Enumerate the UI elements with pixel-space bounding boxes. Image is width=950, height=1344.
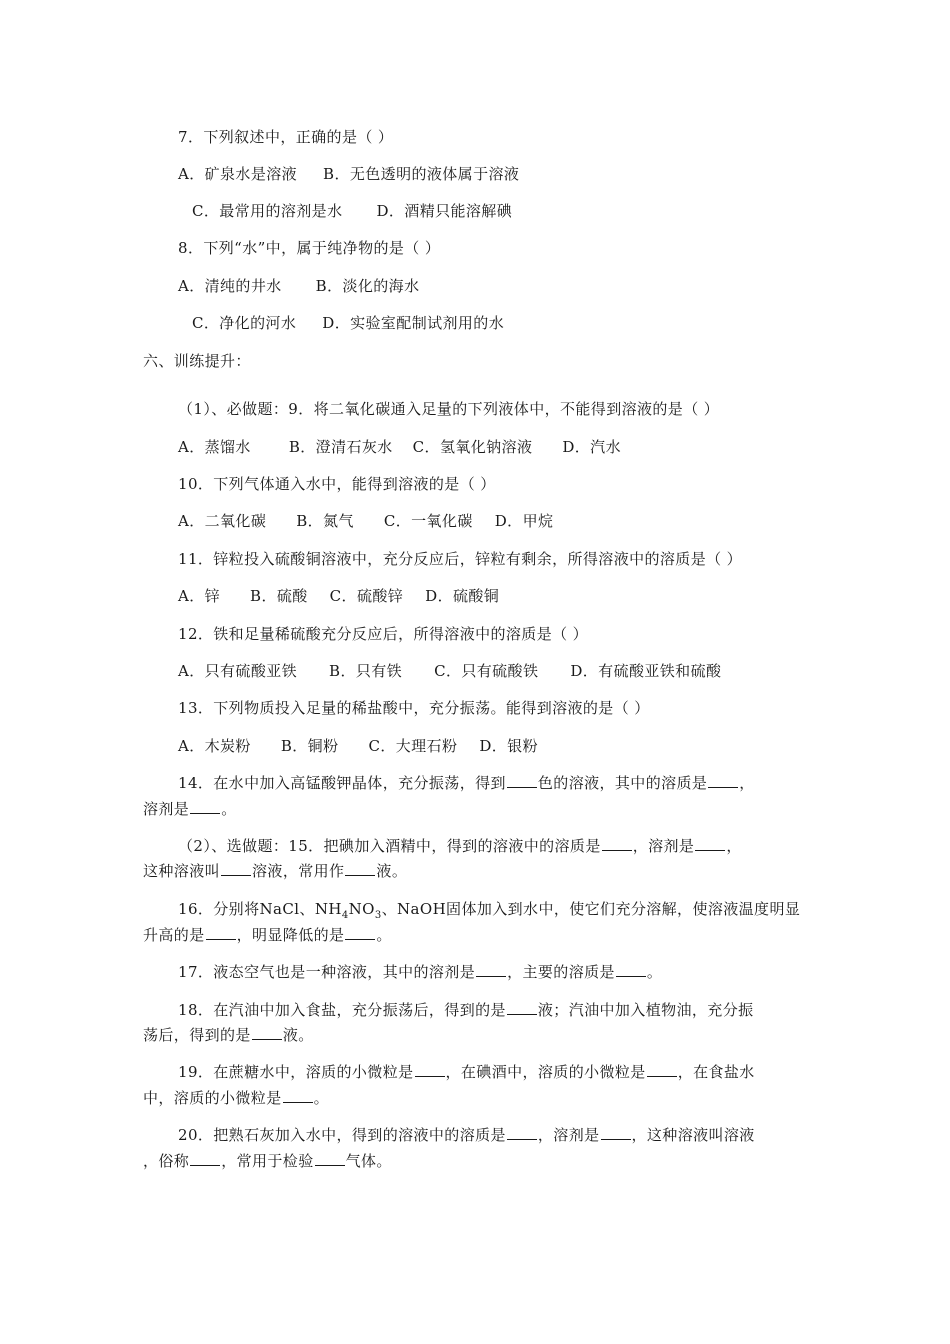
q14-text-1: 14．在水中加入高锰酸钾晶体，充分振荡，得到 <box>178 774 506 792</box>
q7-stem: 7．下列叙述中，正确的是（ ） <box>178 128 394 146</box>
q10-option-a: A．二氧化碳 <box>178 512 267 530</box>
q19-text-2: ，在碘酒中，溶质的小微粒是 <box>445 1063 646 1081</box>
q7-option-b: B．无色透明的液体属于溶液 <box>323 165 520 183</box>
q14-line1 <box>178 773 755 793</box>
q12-option-d: D．有硫酸亚铁和硫酸 <box>570 662 722 680</box>
q7-option-d: D．酒精只能溶解碘 <box>376 202 513 220</box>
q19-text-5: 。 <box>313 1089 330 1107</box>
q16-text-6: 。 <box>376 926 392 944</box>
q7-option-c: C．最常用的溶剂是水 <box>192 202 343 220</box>
q8-options-line2 <box>192 313 504 333</box>
q10-option-c: C．一氧化碳 <box>383 512 473 530</box>
q15-blank-use <box>345 861 375 876</box>
q18-text-1: 18．在汽油中加入食盐，充分振荡后，得到的是 <box>178 1001 506 1019</box>
q15-text-1: （2）、选做题：15．把碘加入酒精中，得到的溶液中的溶质是 <box>178 837 601 855</box>
q12-stem: 12．铁和足量稀硫酸充分反应后，所得溶液中的溶质是（ ） <box>178 625 589 643</box>
q19-text-4: 中，溶质的小微粒是 <box>143 1089 282 1107</box>
q14-text-2: 色的溶液，其中的溶质是 <box>537 774 708 792</box>
q12-option-b: B．只有铁 <box>329 662 403 680</box>
q11-option-c: C．硫酸锌 <box>329 587 404 605</box>
section-heading: 六、训练提升： <box>143 352 251 370</box>
q18-blank-1 <box>507 1000 537 1015</box>
q9-option-a: A．蒸馏水 <box>178 438 251 456</box>
q12-option-c: C．只有硫酸铁 <box>434 662 539 680</box>
q16-text-4: 升高的是 <box>143 926 205 944</box>
q18-text-4: 液。 <box>282 1026 314 1044</box>
q11-option-a: A．锌 <box>178 587 221 605</box>
q20-text-4: ，俗称 <box>143 1152 190 1170</box>
q17-text-3: 。 <box>646 963 663 981</box>
q11-option-b: B．硫酸 <box>250 587 308 605</box>
q10-stem: 10．下列气体通入水中，能得到溶液的是（ ） <box>178 475 496 493</box>
q14-blank-solvent <box>190 799 220 814</box>
q14-text-3: ， <box>739 774 755 792</box>
q13-option-b: B．铜粉 <box>280 737 339 755</box>
q16-text-1: 16．分别将NaCl、NH <box>178 900 342 918</box>
q15-text-3: ， <box>726 837 742 855</box>
q15-blank-solute <box>602 836 632 851</box>
q18-line2 <box>143 1025 314 1045</box>
q15-text-4: 这种溶液叫 <box>143 862 221 880</box>
q20-text-6: 气体。 <box>345 1152 392 1170</box>
q17-text-2: ，主要的溶质是 <box>507 963 615 981</box>
q9-option-b: B．澄清石灰水 <box>288 438 393 456</box>
q7-options-line1 <box>178 164 519 184</box>
q13-stem: 13．下列物质投入足量的稀盐酸中，充分振荡。能得到溶液的是（ ） <box>178 699 650 717</box>
q15-text-6: 液。 <box>376 862 408 880</box>
q14-blank-color <box>507 773 537 788</box>
q15-line2 <box>143 861 407 881</box>
q9-option-d: D．汽水 <box>562 438 621 456</box>
q15-text-5: 溶液，常用作 <box>252 862 345 880</box>
q12-option-a: A．只有硫酸亚铁 <box>178 662 298 680</box>
q10-option-d: D．甲烷 <box>494 512 554 530</box>
q18-line1 <box>178 1000 754 1020</box>
q16-blank-rise <box>206 925 236 940</box>
q9-option-c: C．氢氧化钠溶液 <box>412 438 533 456</box>
q16-text-3: 、NaOH固体加入到水中，使它们充分溶解，使溶液温度明显 <box>381 900 801 918</box>
q16-line2 <box>143 925 392 945</box>
q19-blank-3 <box>283 1088 313 1103</box>
q13-option-a: A．木炭粉 <box>178 737 251 755</box>
q14-blank-solute <box>708 773 738 788</box>
q14-text-4: 溶剂是 <box>143 800 190 818</box>
q8-stem: 8．下列“水”中，属于纯净物的是（ ） <box>178 239 441 257</box>
q13-options <box>178 736 538 756</box>
q7-option-a: A．矿泉水是溶液 <box>178 165 298 183</box>
q14-text-5: 。 <box>221 800 237 818</box>
q10-option-b: B．氮气 <box>296 512 354 530</box>
q18-text-3: 荡后，得到的是 <box>143 1026 251 1044</box>
q12-options <box>178 661 721 681</box>
q16-blank-drop <box>345 925 375 940</box>
q8-options-line1 <box>178 276 419 296</box>
q13-option-d: D．银粉 <box>479 737 538 755</box>
q8-option-d: D．实验室配制试剂用的水 <box>322 314 505 332</box>
q10-options <box>178 511 553 531</box>
q19-blank-2 <box>647 1062 677 1077</box>
q20-blank-common-name <box>190 1151 220 1166</box>
q13-option-c: C．大理石粉 <box>368 737 458 755</box>
q17-blank-solute <box>616 962 646 977</box>
q17-text-1: 17．液态空气也是一种溶液，其中的溶剂是 <box>178 963 476 981</box>
q19-text-3: ，在食盐水 <box>677 1063 755 1081</box>
q19-line1 <box>178 1062 755 1082</box>
q15-line1 <box>178 836 742 856</box>
q11-stem: 11．锌粒投入硫酸铜溶液中，充分反应后，锌粒有剩余，所得溶液中的溶质是（ ） <box>178 550 743 568</box>
q20-text-5: ，常用于检验 <box>221 1152 314 1170</box>
q20-blank-solute <box>507 1125 537 1140</box>
q11-options <box>178 586 499 606</box>
q17-line1 <box>178 962 662 982</box>
q15-text-2: ，溶剂是 <box>632 837 695 855</box>
q16-sub-1: 4 <box>341 910 349 921</box>
q7-options-line2 <box>192 201 512 221</box>
q11-option-d: D．硫酸铜 <box>425 587 500 605</box>
q20-text-2: ，溶剂是 <box>537 1126 600 1144</box>
q16-text-2: NO <box>348 900 375 918</box>
q19-blank-1 <box>415 1062 445 1077</box>
q20-line1 <box>178 1125 755 1145</box>
q20-blank-gas <box>315 1151 345 1166</box>
q16-text-5: ，明显降低的是 <box>236 926 345 944</box>
q20-line2 <box>143 1151 392 1171</box>
q19-text-1: 19．在蔗糖水中，溶质的小微粒是 <box>178 1063 414 1081</box>
q8-option-b: B．淡化的海水 <box>315 277 420 295</box>
q16-line1 <box>178 899 800 926</box>
q20-blank-solvent <box>601 1125 631 1140</box>
q20-text-1: 20．把熟石灰加入水中，得到的溶液中的溶质是 <box>178 1126 506 1144</box>
q18-text-2: 液；汽油中加入植物油，充分振 <box>537 1001 754 1019</box>
q9-stem: （1）、必做题：9．将二氧化碳通入足量的下列液体中，不能得到溶液的是（ ） <box>178 400 720 418</box>
q8-option-a: A．清纯的井水 <box>178 277 282 295</box>
q17-blank-solvent <box>476 962 506 977</box>
q16-sub-2: 3 <box>374 910 382 921</box>
q9-options <box>178 437 621 457</box>
q14-line2 <box>143 799 237 819</box>
q15-blank-name <box>221 861 251 876</box>
q8-option-c: C．净化的河水 <box>192 314 297 332</box>
q18-blank-2 <box>252 1025 282 1040</box>
q20-text-3: ，这种溶液叫溶液 <box>631 1126 755 1144</box>
q15-blank-solvent <box>695 836 725 851</box>
q19-line2 <box>143 1088 329 1108</box>
